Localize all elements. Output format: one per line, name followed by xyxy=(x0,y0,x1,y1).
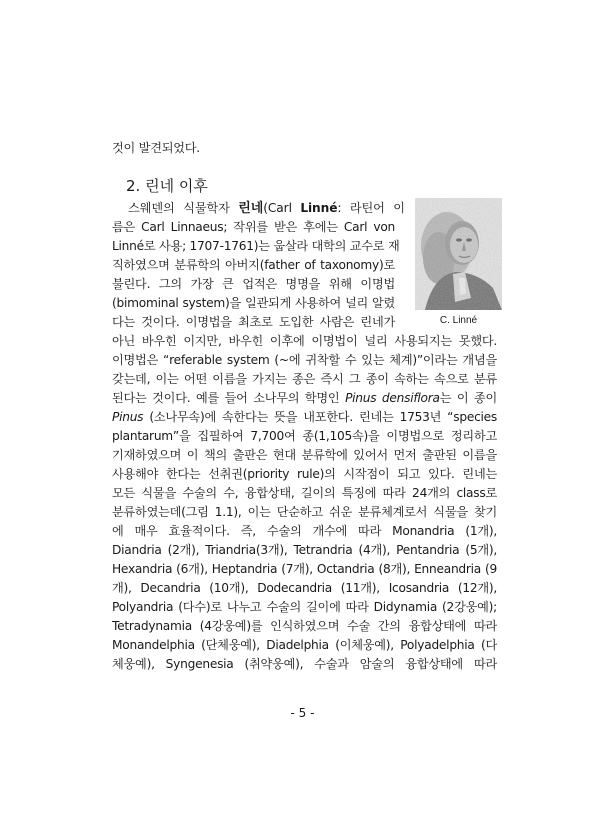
pinus-genus-name: Pinus xyxy=(112,410,144,424)
linne-mark: 린네 xyxy=(238,201,264,216)
linne-bold-name: Linné xyxy=(300,201,338,215)
line-11-text: 된다는 것이다. 예를 들어 소나무의 학명인 xyxy=(112,391,340,405)
portrait-caption: C. Linné xyxy=(439,315,478,326)
paragraph-line-22: Polyandria (다수)로 나누고 수술의 길이에 따라 Didynamia (2강웅예); xyxy=(112,600,497,614)
paragraph-line-13: plantarum”을 집필하여 7,700여 종(1,105속)을 이명법으로 정리하고 xyxy=(112,429,497,443)
paragraph-line-6: (bimominal system)을 일관되게 사용하여 널리 알렸 xyxy=(112,296,395,310)
paragraph-line-17: 분류하였는데(그림 1.1), 이는 단순하고 쉬운 분류체계로서 식물을 찾기 xyxy=(112,505,497,519)
paragraph-line-5: 불린다. 그의 가장 큰 업적은 명명을 위해 이명법 xyxy=(112,277,395,291)
paragraph-line-11 xyxy=(112,389,497,407)
paragraph-line-16: 모든 식물을 수술의 수, 융합상태, 길이의 특징에 따라 24개의 class로 xyxy=(112,486,497,500)
paragraph-line-10: 갖는데, 이는 어떤 이름을 가지는 종은 즉시 그 종이 속하는 속으로 분류 xyxy=(112,372,497,386)
paragraph-line-24: Monandelphia (단체웅예), Diadelphia (이체웅예), Polyadelphia (다 xyxy=(112,638,497,652)
line-1-mid: (Carl xyxy=(263,201,292,215)
paragraph-line-19: Diandria (2개), Triandria(3개), Tetrandria (4개), Pentandria (5개), xyxy=(112,543,497,557)
paragraph-line-23: Tetradynamia (4강웅예)를 인식하였으며 수술 간의 융합상태에 따라 xyxy=(112,619,497,633)
section-heading: 2. 린네 이후 xyxy=(126,177,208,195)
linne-portrait xyxy=(415,198,502,310)
line-11-end: 는 이 종이 xyxy=(439,391,498,405)
paragraph-line-4: 직하였으며 분류학의 아버지(father of taxonomy)로 xyxy=(112,258,395,272)
paragraph-line-12 xyxy=(112,408,497,426)
line-12-text: (소나무속)에 속한다는 뜻을 내포한다. 린네는 1753년 “species xyxy=(149,410,498,424)
paragraph-line-14: 기재하였으며 이 책의 출판은 현대 분류학에 있어서 먼저 출판된 이름을 xyxy=(112,448,497,462)
paragraph-line-2: 름은 Carl Linnaeus; 작위를 받은 후에는 Carl von xyxy=(112,220,395,234)
line-1-end: : 라틴어 이 xyxy=(337,201,405,215)
paragraph-line-15: 사용해야 한다는 선취권(priority rule)의 시작점이 되고 있다. 린네는 xyxy=(112,467,497,481)
page-number: - 5 - xyxy=(290,706,315,720)
line-1-text: 스웨덴의 식물학자 xyxy=(128,201,230,215)
paragraph-line-1 xyxy=(128,199,405,218)
prev-paragraph-end: 것이 발견되었다. xyxy=(112,141,200,155)
paragraph-line-9: 이명법은 “referable system (~에 귀착할 수 있는 체계)”이라는 개념을 xyxy=(112,353,497,367)
paragraph-line-3: Linné로 사용; 1707-1761)는 웁살라 대학의 교수로 재 xyxy=(112,239,400,253)
paragraph-line-8: 아닌 바우힌 이지만, 바우힌 이후에 이명법이 널리 사용되지는 못했다. xyxy=(112,334,497,348)
paragraph-line-25: 체웅예), Syngenesia (취약웅예), 수술과 암술의 융합상태에 따라 xyxy=(112,657,497,671)
paragraph-line-20: Hexandria (6개), Heptandria (7개), Octandria (8개), Enneandria (9 xyxy=(112,562,497,576)
paragraph-line-18: 에 매우 효율적이다. 즉, 수술의 개수에 따라 Monandria (1개), xyxy=(112,524,497,538)
paragraph-line-7: 다는 것이다. 이명법을 최초로 도입한 사람은 린네가 xyxy=(112,315,395,329)
pinus-densiflora-name: Pinus densiflora xyxy=(345,391,440,405)
paragraph-line-21: 개), Decandria (10개), Dodecandria (11개), Icosandria (12개), xyxy=(112,581,497,595)
